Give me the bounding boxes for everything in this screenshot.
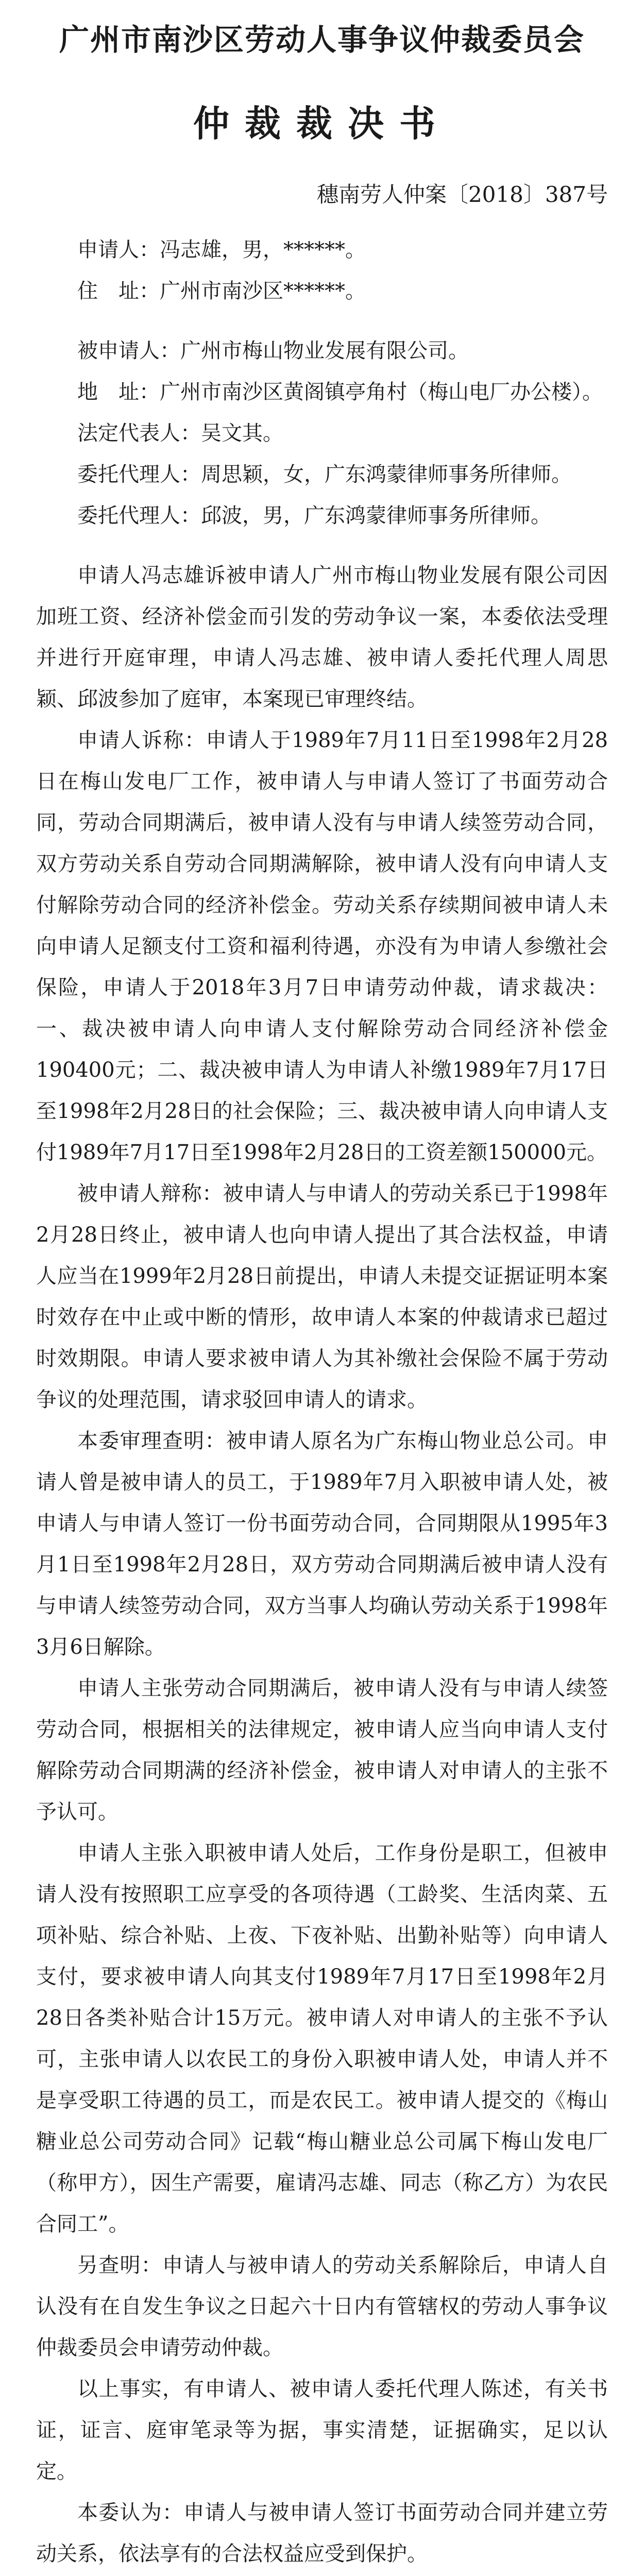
findings-paragraph: 申请人主张入职被申请人处后，工作身份是职工，但被申请人没有按照职工应享受的各项待遇（工龄奖、生活肉菜、五项补贴、综合补贴、上夜、下夜补贴、出勤补贴等）向申请人支付，要求被申请人向其支付1989年7月17日至1998年2月28日各类补贴合计15万元。被申请人对申请人的主张不予认可，主张申请人以农民工的身份入职被申请人处，申请人并不是享受职工待遇的员工，而是农民工。被申请人提交的《梅山糖业总公司劳动合同》记载“梅山糖业总公司属下梅山发电厂（称甲方），因生产需要，雇请冯志雄、同志（称乙方）为农民合同工”。 [36, 1841, 608, 2236]
organization-name: 广州市南沙区劳动人事争议仲裁委员会 [59, 22, 585, 57]
party-respondent-address: 地 址：广州市南沙区黄阁镇亭角村（梅山电厂办公楼）。 [77, 380, 603, 404]
findings-paragraph: 本委审理查明：被申请人原名为广东梅山物业总公司。申请人曾是被申请人的员工，于1989年7月入职被申请人处，被申请人与申请人签订一份书面劳动合同，合同期限从1995年3月1日至1998年2月28日，双方劳动合同期满后被申请人没有与申请人续签劳动合同，双方当事人均确认劳动关系于1998年3月6日解除。 [36, 1429, 608, 1659]
findings-paragraph: 另查明：申请人与被申请人的劳动关系解除后，申请人自认没有在自发生争议之日起六十日内有管辖权的劳动人事争议仲裁委员会申请劳动仲裁。 [36, 2253, 608, 2360]
party-agent-2: 委托代理人：邱波，男，广东鸿蒙律师事务所律师。 [77, 504, 551, 528]
findings-paragraph: 申请人主张劳动合同期满后，被申请人没有与申请人续签劳动合同，根据相关的法律规定，被申请人应当向申请人支付解除劳动合同期满的经济补偿金，被申请人对申请人的主张不予认可。 [36, 1676, 608, 1824]
applicant-claims-paragraph: 申请人诉称：申请人于1989年7月11日至1998年2月28日在梅山发电厂工作，被申请人与申请人签订了书面劳动合同，劳动合同期满后，被申请人没有与申请人续签劳动合同，双方劳动关系自劳动合同期满解除，被申请人没有向申请人支付解除劳动合同的经济补偿金。劳动关系存续期间被申请人未向申请人足额支付工资和福利待遇，亦没有为申请人参缴社会保险，申请人于2018年3月7日申请劳动仲裁，请求裁决：一、裁决被申请人向申请人支付解除劳动合同经济补偿金190400元；二、裁决被申请人为申请人补缴1989年7月17日至1998年2月28日的社会保险；三、裁决被申请人向申请人支付1989年7月17日至1998年2月28日的工资差额150000元。 [36, 728, 608, 1164]
case-number: 穗南劳人仲案〔2018〕387号 [316, 182, 608, 207]
party-legal-representative: 法定代表人：吴文其。 [77, 421, 283, 445]
party-applicant-address: 住 址：广州市南沙区******。 [77, 279, 366, 303]
parties-section [36, 229, 608, 536]
party-agent-1: 委托代理人：周思颖，女，广东鸿蒙律师事务所律师。 [77, 463, 572, 486]
evidence-basis-paragraph: 以上事实，有申请人、被申请人委托代理人陈述，有关书证，证言、庭审笔录等为据，事实清楚，证据确实，足以认定。 [36, 2377, 608, 2483]
document-title: 仲裁裁决书 [193, 102, 451, 145]
party-respondent: 被申请人：广州市梅山物业发展有限公司。 [77, 339, 469, 363]
party-applicant: 申请人：冯志雄，男，******。 [77, 238, 366, 262]
opinion-intro-paragraph: 本委认为：申请人与被申请人签订书面劳动合同并建立劳动关系，依法享有的合法权益应受到保护。 [36, 2501, 608, 2566]
respondent-defense-paragraph: 被申请人辩称：被申请人与申请人的劳动关系已于1998年2月28日终止，被申请人也向申请人提出了其合法权益，申请人应当在1999年2月28日前提出，申请人未提交证据证明本案时效存在中止或中断的情形，故申请人本案的仲裁请求已超过时效期限。申请人要求被申请人为其补缴社会保险不属于劳动争议的处理范围，请求驳回申请人的请求。 [36, 1182, 608, 1412]
intro-paragraph: 申请人冯志雄诉被申请人广州市梅山物业发展有限公司因加班工资、经济补偿金而引发的劳动争议一案，本委依法受理并进行开庭审理，申请人冯志雄、被申请人委托代理人周思颖、邱波参加了庭审，本案现已审理终结。 [36, 564, 608, 711]
